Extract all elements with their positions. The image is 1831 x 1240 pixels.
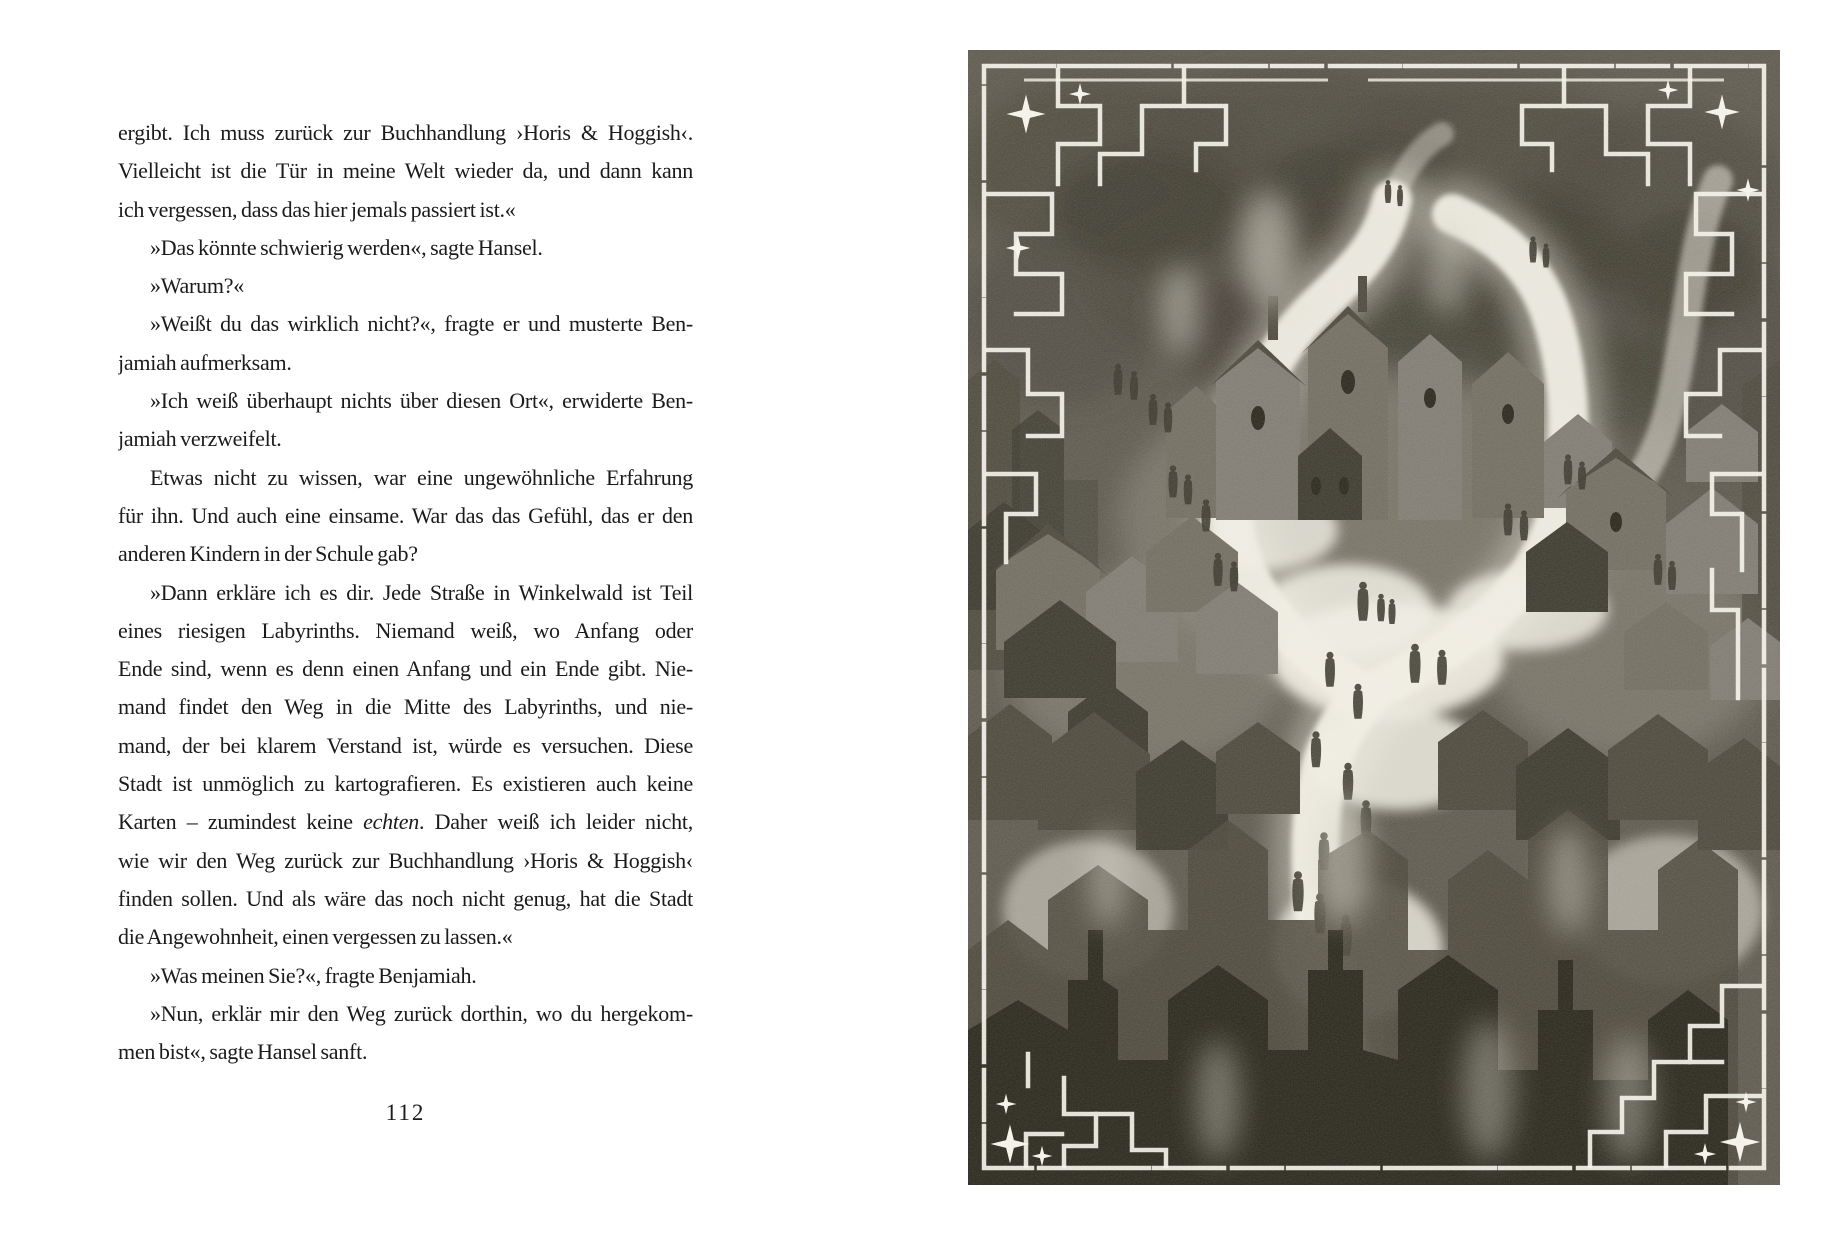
text-line: »Warum?« [150,273,244,299]
text-line: Etwas nicht zu wissen, war eine ungewöhnliche Erfahrung [150,464,693,490]
text-line: Ende sind, wenn es denn einen Anfang und ein Ende gibt. Nie- [118,656,693,682]
right-page [915,0,1831,1240]
text-line: ich vergessen, dass das hier jemals passiert ist.« [118,196,516,222]
text-line: »Weißt du das wirklich nicht?«, fragte er und musterte Ben- [150,311,693,337]
page-number: 112 [385,1100,426,1125]
text-line: »Was meinen Sie?«, fragte Benjamiah. [150,962,477,988]
text-line: eines riesigen Labyrinths. Niemand weiß, wo Anfang oder [118,617,693,643]
city-illustration [968,50,1780,1185]
text-line: Stadt ist unmöglich zu kartografieren. Es existieren auch keine [118,771,693,797]
text-line: jamiah verzweifelt. [118,426,282,452]
text-line: finden sollen. Und als wäre das noch nicht genug, hat die Stadt [118,885,693,911]
text-line: wie wir den Weg zurück zur Buchhandlung ›Horis & Hoggish‹ [118,847,693,873]
left-page [0,0,915,1240]
paper-grain-overlay [968,50,1780,1185]
text-line: »Dann erkläre ich es dir. Jede Straße in Winkelwald ist Teil [150,579,693,605]
text-line: men bist«, sagte Hansel sanft. [118,1039,368,1065]
text-line: Vielleicht ist die Tür in meine Welt wieder da, und dann kann [118,158,693,184]
text-line: »Ich weiß überhaupt nichts über diesen Ort«, erwiderte Ben- [150,388,693,414]
text-block [118,114,693,1079]
text-line: ergibt. Ich muss zurück zur Buchhandlung ›Horis & Hoggish‹. [118,120,693,145]
text-line: mand, der bei klarem Verstand ist, würde es versuchen. Diese [118,732,693,758]
text-line: Karten – zumindest keine echten. Daher weiß ich leider nicht, [118,809,693,835]
city-illustration-canvas [968,50,1780,1185]
text-line: »Nun, erklär mir den Weg zurück dorthin, wo du hergekom- [150,1000,693,1026]
text-line: »Das könnte schwierig werden«, sagte Hansel. [150,234,543,260]
text-line: mand findet den Weg in die Mitte des Labyrinths, und nie- [118,694,693,720]
text-line: für ihn. Und auch eine einsame. War das das Gefühl, das er den [118,502,693,528]
text-line: jamiah aufmerksam. [118,349,292,375]
text-line: anderen Kindern in der Schule gab? [118,541,418,567]
text-line: die Angewohnheit, einen vergessen zu lassen.« [118,924,513,950]
